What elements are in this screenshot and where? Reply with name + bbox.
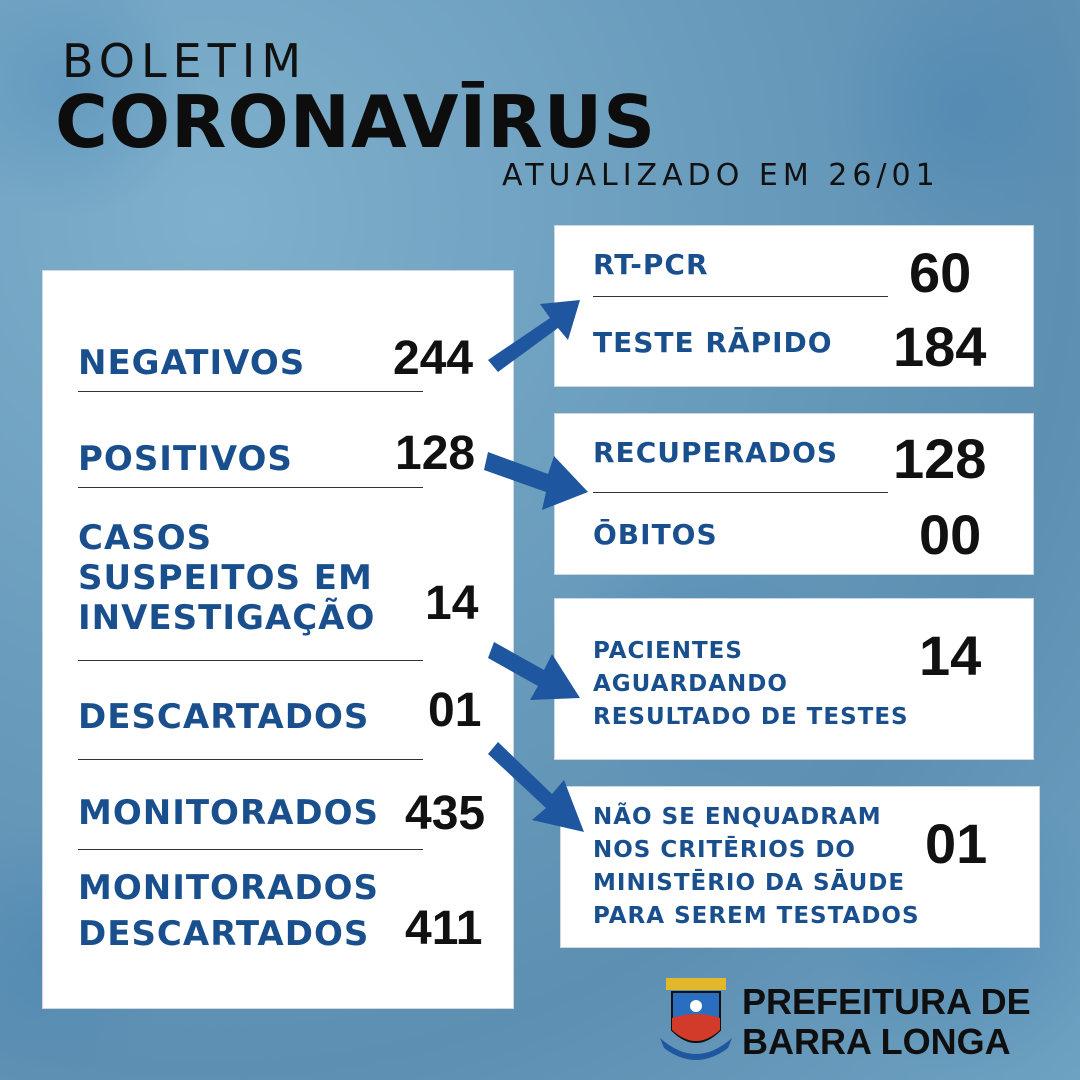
- suspeitos-value: 14: [425, 577, 479, 630]
- positivos-label: POSITIVOS: [78, 439, 293, 479]
- arrow-icon: [488, 628, 588, 708]
- prefeitura-line1: PREFEITURA DE: [742, 981, 1031, 1022]
- rtpcr-value: 60: [909, 241, 972, 304]
- suspeitos-label: [78, 518, 375, 638]
- descartados-value: 01: [428, 684, 482, 737]
- recuperados-label: RECUPERADOS: [593, 436, 839, 469]
- negativos-label: NEGATIVOS: [78, 343, 306, 383]
- aguardando-line2: AGUARDANDO: [593, 671, 788, 697]
- suspeitos-label-line1: CASOS: [78, 518, 213, 558]
- positivos-card: [554, 413, 1034, 575]
- arrow-icon: [488, 732, 598, 842]
- aguardando-line3: RESULTADO DE TESTES: [593, 704, 909, 730]
- obitos-value: 00: [919, 503, 982, 566]
- teste-rapido-label: TESTE RĀPIDO: [593, 326, 833, 359]
- aguardando-value: 14: [919, 624, 982, 687]
- descartados-label: DESCARTADOS: [78, 697, 370, 737]
- row-monitorados: [78, 771, 423, 850]
- obitos-label: ŌBITOS: [593, 518, 718, 551]
- nao-enquadram-line1: NÃO SE ENQUADRAM: [593, 804, 882, 830]
- aguardando-line1: PACIENTES: [593, 638, 743, 664]
- positivos-value: 128: [395, 427, 476, 480]
- recuperados-value: 128: [893, 427, 987, 490]
- monitorados-descartados-line2: DESCARTADOS: [78, 914, 370, 954]
- crest-icon: [658, 974, 734, 1066]
- summary-panel: [42, 270, 514, 1009]
- monitorados-value: 435: [405, 787, 486, 840]
- aguardando-card: [554, 598, 1034, 760]
- page-title: CORONAVĪRUS: [55, 80, 657, 164]
- divider: [593, 492, 888, 493]
- prefeitura-line2: BARRA LONGA: [742, 1021, 1011, 1062]
- row-suspeitos: [78, 516, 423, 661]
- nao-enquadram-label: [593, 801, 920, 933]
- row-positivos: [78, 421, 423, 488]
- monitorados-descartados-label: [78, 865, 379, 957]
- rtpcr-label: RT-PCR: [593, 248, 709, 281]
- teste-rapido-value: 184: [893, 315, 987, 378]
- arrow-icon: [480, 290, 590, 380]
- nao-enquadram-line4: PARA SEREM TESTADOS: [593, 903, 920, 929]
- monitorados-descartados-value: 411: [405, 902, 483, 955]
- nao-enquadram-value: 01: [925, 812, 988, 875]
- testes-card: [554, 225, 1034, 387]
- nao-enquadram-line2: NOS CRITĒRIOS DO: [593, 837, 856, 863]
- prefeitura-logo-text: [742, 982, 1031, 1062]
- monitorados-descartados-line1: MONITORADOS: [78, 868, 380, 908]
- aguardando-label: [593, 635, 909, 734]
- negativos-value: 244: [393, 332, 474, 385]
- divider: [593, 296, 888, 297]
- suspeitos-label-line2: SUSPEITOS EM: [78, 558, 373, 598]
- monitorados-label: MONITORADOS: [78, 793, 380, 833]
- virus-decoration: [820, 0, 1080, 250]
- row-negativos: [78, 331, 423, 392]
- row-descartados: [78, 671, 423, 760]
- nao-enquadram-card: [560, 786, 1040, 948]
- suspeitos-label-line3: INVESTIGAÇÃO: [78, 598, 376, 638]
- title-top: BOLETIM: [62, 34, 308, 88]
- arrow-icon: [482, 440, 597, 520]
- updated-date: ATUALIZADO EM 26/01: [502, 158, 940, 193]
- nao-enquadram-line3: MINISTĒRIO DA SĀUDE: [593, 870, 906, 896]
